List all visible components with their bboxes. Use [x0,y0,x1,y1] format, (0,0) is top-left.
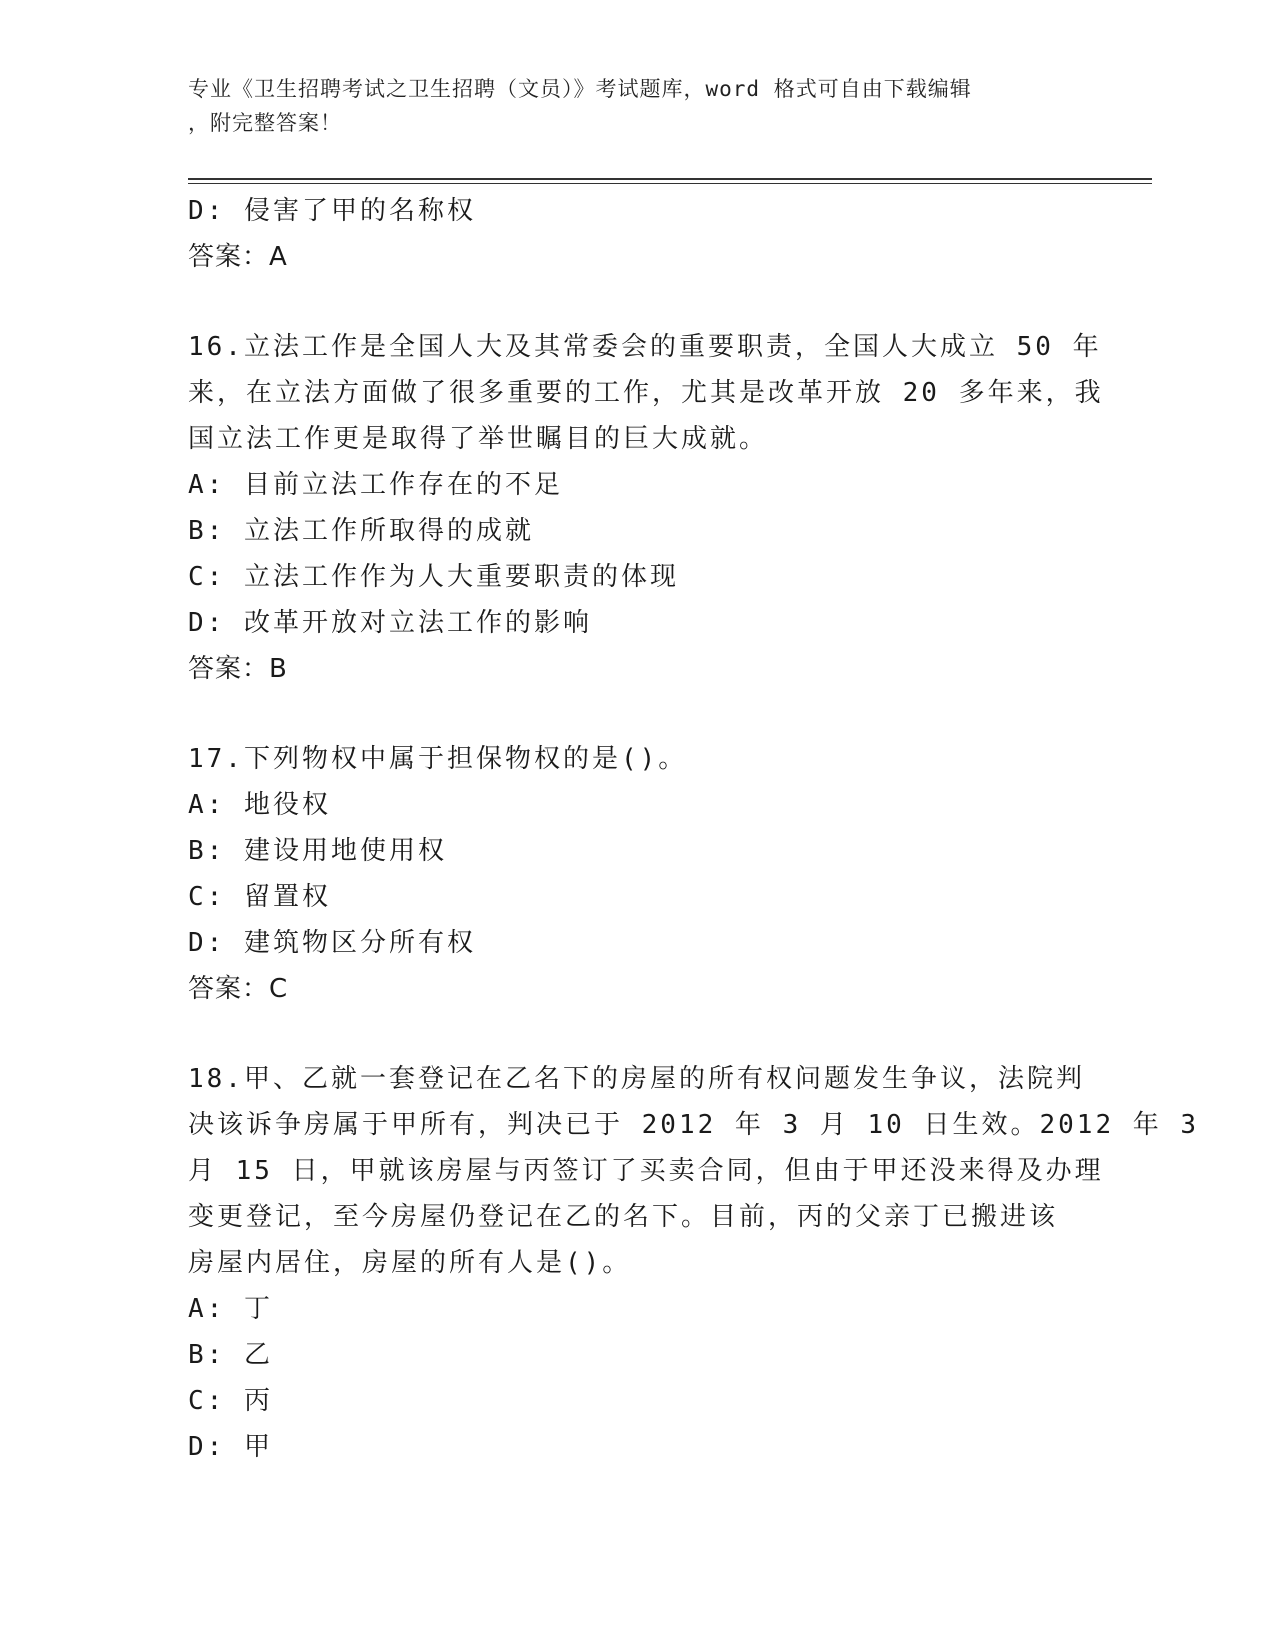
question-16 [188,324,1104,692]
question-17 [188,736,1088,1012]
prev-question-tail [188,188,1088,280]
question-line: 来，在立法方面做了很多重要的工作，尤其是改革开放 20 多年来，我 [188,378,1104,408]
option-d: D: 改革开放对立法工作的影响 [188,608,592,638]
option-c: C: 留置权 [188,882,331,912]
question-line: 月 15 日，甲就该房屋与丙签订了买卖合同，但由于甲还没来得及办理 [188,1156,1104,1186]
answer-line: 答案：B [188,654,288,684]
question-line: 18.甲、乙就一套登记在乙名下的房屋的所有权问题发生争议，法院判 [188,1064,1085,1094]
question-text [188,324,1104,462]
option-b: B: 建设用地使用权 [188,836,447,866]
option-d: D: 甲 [188,1432,273,1462]
header-line-1: 专业《卫生招聘考试之卫生招聘（文员）》考试题库，word 格式可自由下载编辑 [188,77,972,101]
question-text [188,736,1088,782]
spacer [188,280,1088,324]
question-line: 17.下列物权中属于担保物权的是()。 [188,744,688,774]
option-c: C: 立法工作作为人大重要职责的体现 [188,562,679,592]
option-b: B: 立法工作所取得的成就 [188,516,534,546]
answer-line: 答案：A [188,242,288,272]
question-line: 16.立法工作是全国人大及其常委会的重要职责，全国人大成立 50 年 [188,332,1102,362]
question-line: 变更登记，至今房屋仍登记在乙的名下。目前，丙的父亲丁已搬进该 [188,1202,1059,1232]
header-rule-thin [188,183,1152,184]
spacer [188,1012,1088,1056]
question-line: 房屋内居住，房屋的所有人是()。 [188,1248,632,1278]
option-d: D: 侵害了甲的名称权 [188,196,476,226]
option-a: A: 地役权 [188,790,331,820]
header-rule-thick [188,178,1152,180]
question-line: 国立法工作更是取得了举世瞩目的巨大成就。 [188,424,769,454]
option-b: B: 乙 [188,1340,273,1370]
question-line: 决该诉争房属于甲所有，判决已于 2012 年 3 月 10 日生效。2012 年 3 [188,1110,1200,1140]
question-18 [188,1056,1200,1470]
document-body [188,188,1200,1470]
page-header [188,72,1068,140]
question-text [188,1056,1200,1286]
spacer [188,692,1088,736]
option-c: C: 丙 [188,1386,273,1416]
header-line-2: ，附完整答案！ [188,111,342,135]
option-d: D: 建筑物区分所有权 [188,928,476,958]
option-a: A: 目前立法工作存在的不足 [188,470,563,500]
option-a: A: 丁 [188,1294,273,1324]
answer-line: 答案：C [188,974,289,1004]
